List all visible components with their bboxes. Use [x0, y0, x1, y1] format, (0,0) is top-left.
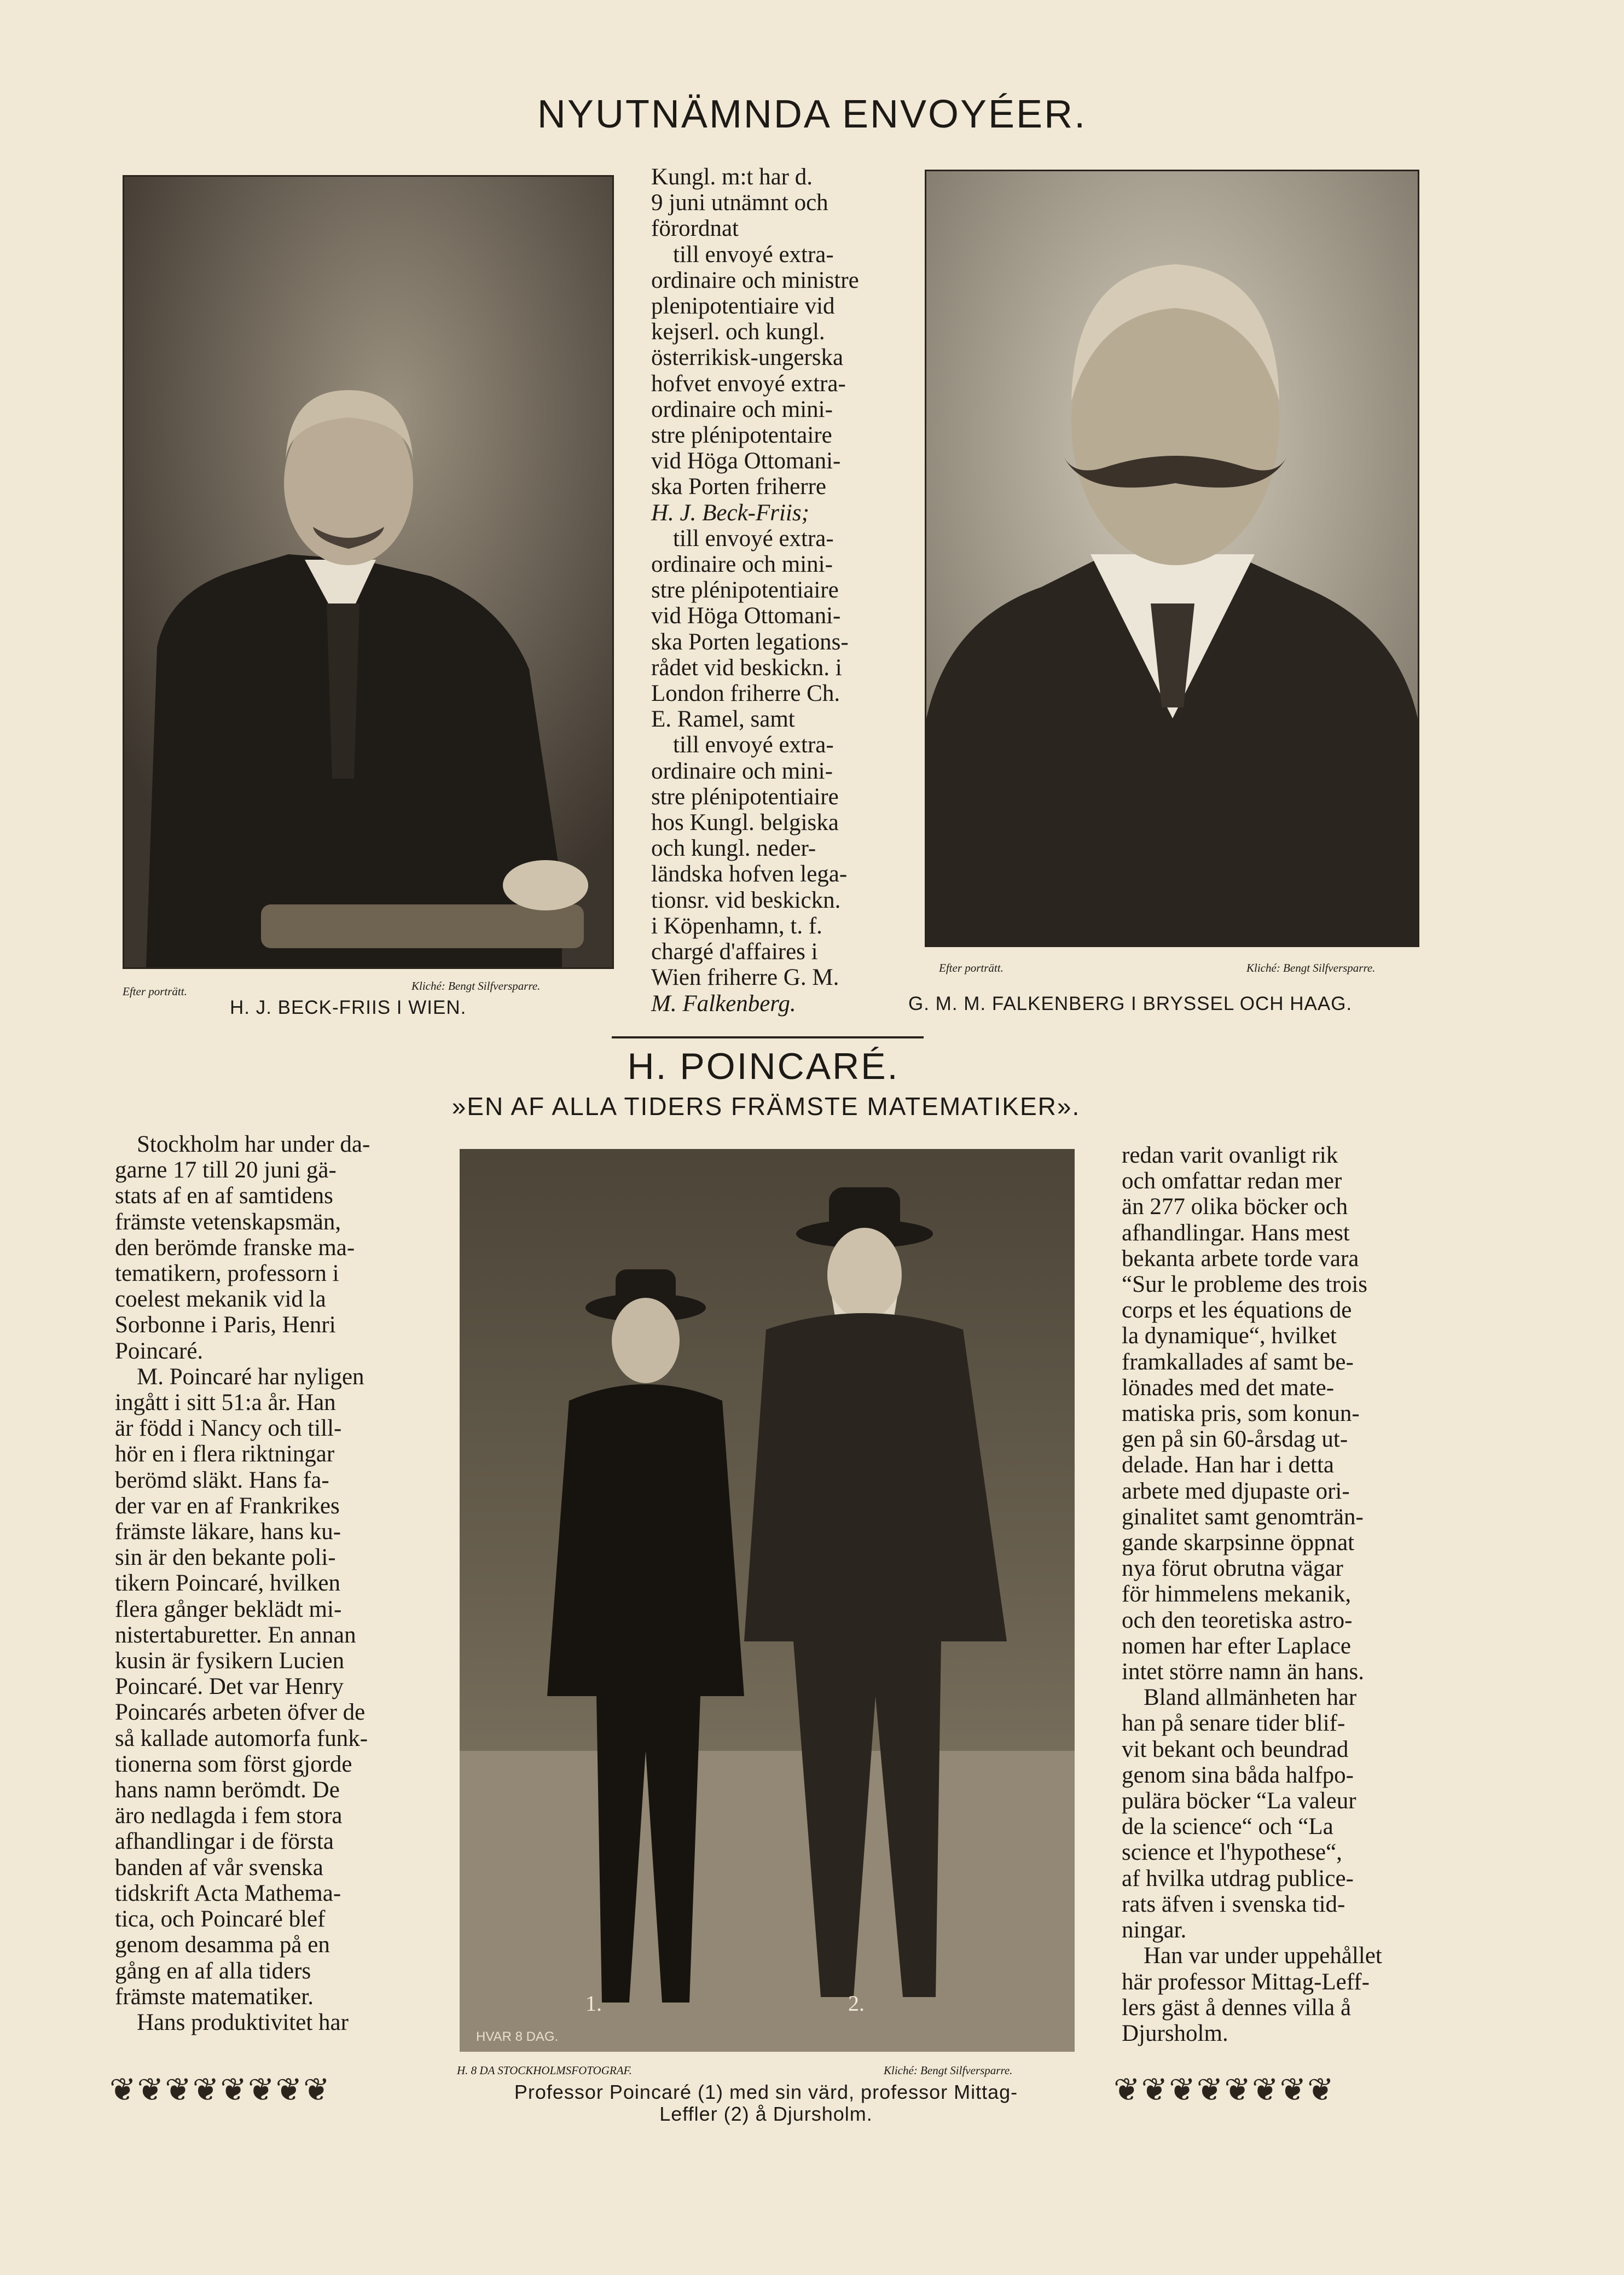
photo-label-2: 2.: [848, 1991, 865, 2016]
text-line: nya förut obrutna vägar: [1122, 1556, 1343, 1582]
envoy-line: plenipotentiaire vid: [651, 293, 835, 320]
poincare-col-left: [115, 1131, 409, 2035]
text-line: tionerna som först gjorde: [115, 1751, 352, 1777]
text-line: nistertaburetter. En annan: [115, 1622, 356, 1648]
text-line: Poincarés arbeten öfver de: [115, 1699, 366, 1726]
envoy-line: till envoyé extra-: [673, 732, 834, 758]
text-line: sin är den bekante poli-: [115, 1545, 336, 1571]
text-line: Poincaré. Det var Henry: [115, 1674, 344, 1700]
photo-credit-right: Efter porträtt.: [939, 961, 1004, 974]
text-line: Han var under uppehållet: [1144, 1943, 1382, 1969]
text-line: kusin är fysikern Lucien: [115, 1648, 345, 1674]
text-line: främste vetenskapsmän,: [115, 1209, 341, 1235]
text-line: matiska pris, som konun-: [1122, 1401, 1360, 1427]
text-line: garne 17 till 20 juni gä-: [115, 1157, 337, 1183]
text-line: framkallades af samt be-: [1122, 1349, 1354, 1375]
envoy-line: London friherre Ch.: [651, 681, 840, 707]
photo-poincare-drawing: [460, 1149, 1075, 2052]
poincare-subtitle: »EN AF ALLA TIDERS FRÄMSTE MATEMATIKER».: [451, 1092, 1081, 1121]
text-line: intet större namn än hans.: [1122, 1659, 1365, 1685]
photo-credit-poincare: H. 8 DA STOCKHOLMSFOTOGRAF.: [457, 2064, 632, 2077]
text-line: flera gånger beklädt mi-: [115, 1596, 342, 1622]
text-line: gande skarpsinne öppnat: [1122, 1530, 1355, 1556]
envoy-line: ordinaire och mini-: [651, 552, 833, 578]
envoy-line: M. Falkenberg.: [651, 990, 796, 1017]
section-divider: [612, 1036, 924, 1038]
text-line: lönades med det mate-: [1122, 1374, 1335, 1401]
text-line: och omfattar redan mer: [1122, 1168, 1342, 1194]
text-line: för himmelens mekanik,: [1122, 1581, 1352, 1607]
page-title: NYUTNÄMNDA ENVOYÉER.: [537, 92, 1087, 136]
text-line: science et l'hypothese“,: [1122, 1839, 1342, 1866]
text-line: hans namn berömdt. De: [115, 1777, 340, 1803]
photo-credit-left: Efter porträtt.: [123, 985, 187, 998]
photo-poincare-mittag-leffler: [460, 1149, 1075, 2052]
text-line: banden af vår svenska: [115, 1854, 323, 1881]
text-line: de la science“ och “La: [1122, 1814, 1333, 1840]
envoy-line: rådet vid beskickn. i: [651, 654, 842, 681]
text-line: ingått i sitt 51:a år. Han: [115, 1390, 336, 1416]
text-line: la dynamique“, hvilket: [1122, 1323, 1337, 1349]
text-line: den berömde franske ma-: [115, 1234, 355, 1261]
poincare-col-right: [1122, 1142, 1417, 2046]
text-line: nomen har efter Laplace: [1122, 1633, 1351, 1659]
envoy-line: stre plénipotentaire: [651, 422, 832, 449]
envoy-line: chargé d'affaires i: [651, 939, 818, 965]
envoy-line: vid Höga Ottomani-: [651, 448, 841, 474]
text-line: afhandlingar. Hans mest: [1122, 1220, 1350, 1246]
text-line: bekanta arbete torde vara: [1122, 1245, 1359, 1272]
text-line: Djursholm.: [1122, 2020, 1228, 2046]
text-line: coelest mekanik vid la: [115, 1286, 326, 1313]
text-line: genom desamma på en: [115, 1932, 330, 1958]
text-line: delade. Han har i detta: [1122, 1452, 1335, 1478]
envoy-line: till envoyé extra-: [673, 241, 834, 268]
portrait-beck-friis-drawing: [124, 177, 612, 967]
ornament-left: ❦❦❦❦❦❦❦❦: [109, 2072, 331, 2108]
text-line: han på senare tider blif-: [1122, 1710, 1345, 1737]
envoy-article: [651, 164, 897, 1017]
text-line: tica, och Poincaré blef: [115, 1906, 326, 1932]
envoy-line: Kungl. m:t har d.: [651, 164, 813, 190]
text-line: ningar.: [1122, 1917, 1187, 1943]
envoy-line: tionsr. vid beskickn.: [651, 887, 841, 913]
envoy-line: förordnat: [651, 216, 739, 242]
envoy-line: E. Ramel, samt: [651, 706, 795, 733]
envoy-line: H. J. Beck-Friis;: [651, 500, 809, 526]
text-line: redan varit ovanligt rik: [1122, 1142, 1338, 1168]
cliche-credit-left: Kliché: Bengt Silfversparre.: [411, 979, 541, 993]
text-line: der var en af Frankrikes: [115, 1493, 340, 1519]
photo-watermark: HVAR 8 DAG.: [476, 2029, 559, 2044]
envoy-line: ska Porten legations-: [651, 629, 849, 655]
portrait-beck-friis: [123, 175, 614, 969]
text-line: så kallade automorfa funk-: [115, 1725, 368, 1751]
text-line: afhandlingar i de första: [115, 1829, 334, 1855]
text-line: rats äfven i svenska tid-: [1122, 1891, 1345, 1917]
ornament-right: ❦❦❦❦❦❦❦❦: [1113, 2072, 1335, 2108]
envoy-line: österrikisk-ungerska: [651, 345, 844, 371]
text-line: M. Poincaré har nyligen: [137, 1363, 364, 1390]
text-line: genom sina båda halfpo-: [1122, 1762, 1354, 1788]
text-line: pulära böcker “La valeur: [1122, 1788, 1356, 1814]
envoy-line: hos Kungl. belgiska: [651, 810, 839, 836]
text-line: Poincaré.: [115, 1338, 204, 1364]
text-line: af hvilka utdrag publice-: [1122, 1865, 1354, 1891]
text-line: stats af en af samtidens: [115, 1183, 333, 1209]
caption-beck-friis: H. J. BECK-FRIIS I WIEN.: [230, 997, 467, 1018]
text-line: gen på sin 60-årsdag ut-: [1122, 1426, 1348, 1453]
text-line: än 277 olika böcker och: [1122, 1194, 1348, 1220]
envoy-line: Wien friherre G. M.: [651, 965, 839, 991]
text-line: berömd släkt. Hans fa-: [115, 1467, 329, 1493]
portrait-falkenberg-drawing: [926, 171, 1418, 945]
envoy-line: hofvet envoyé extra-: [651, 370, 846, 397]
envoy-line: i Köpenhamn, t. f.: [651, 913, 822, 939]
envoy-line: 9 juni utnämnt och: [651, 190, 828, 216]
envoy-line: till envoyé extra-: [673, 525, 834, 552]
portrait-falkenberg: [925, 170, 1419, 947]
text-line: arbete med djupaste ori-: [1122, 1478, 1350, 1504]
text-line: ginalitet samt genomträn-: [1122, 1504, 1364, 1530]
envoy-line: kejserl. och kungl.: [651, 319, 825, 345]
envoy-line: ordinaire och ministre: [651, 267, 859, 293]
envoy-line: ländska hofven lega-: [651, 861, 848, 887]
envoy-line: stre plénipotentiaire: [651, 784, 839, 810]
text-line: är född i Nancy och till-: [115, 1415, 342, 1442]
text-line: corps et les équations de: [1122, 1297, 1352, 1324]
envoy-line: och kungl. neder-: [651, 835, 816, 862]
cliche-credit-right: Kliché: Bengt Silfversparre.: [1246, 961, 1376, 974]
text-line: hör en i flera riktningar: [115, 1441, 335, 1467]
caption-poincare-line1: Professor Poincaré (1) med sin värd, professor Mittag-: [514, 2081, 1018, 2103]
poincare-title: H. POINCARÉ.: [627, 1046, 900, 1087]
photo-label-1: 1.: [585, 1991, 602, 2016]
text-line: lers gäst å dennes villa å: [1122, 1994, 1352, 2021]
text-line: främste läkare, hans ku-: [115, 1519, 341, 1545]
envoy-line: vid Höga Ottomani-: [651, 603, 841, 629]
envoy-line: ordinaire och mini-: [651, 396, 833, 422]
text-line: vit bekant och beundrad: [1122, 1736, 1349, 1762]
caption-falkenberg: G. M. M. FALKENBERG I BRYSSEL OCH HAAG.: [908, 993, 1353, 1014]
text-line: här professor Mittag-Leff-: [1122, 1969, 1370, 1995]
envoy-line: stre plénipotentiaire: [651, 577, 839, 603]
text-line: tikern Poincaré, hvilken: [115, 1570, 340, 1597]
text-line: Stockholm har under da-: [137, 1131, 370, 1157]
text-line: och den teoretiska astro-: [1122, 1607, 1353, 1633]
text-line: tidskrift Acta Mathema-: [115, 1880, 341, 1906]
caption-poincare-line2: Leffler (2) å Djursholm.: [659, 2103, 873, 2125]
text-line: Bland allmänheten har: [1144, 1685, 1357, 1711]
text-line: äro nedlagda i fem stora: [115, 1803, 343, 1829]
text-line: tematikern, professorn i: [115, 1261, 339, 1287]
text-line: främste matematiker.: [115, 1983, 314, 2010]
text-line: “Sur le probleme des trois: [1122, 1272, 1368, 1298]
text-line: gång en af alla tiders: [115, 1958, 311, 1984]
envoy-line: ska Porten friherre: [651, 474, 826, 500]
text-line: Sorbonne i Paris, Henri: [115, 1312, 336, 1338]
text-line: Hans produktivitet har: [137, 2009, 349, 2035]
envoy-line: ordinaire och mini-: [651, 758, 833, 784]
cliche-credit-poincare: Kliché: Bengt Silfversparre.: [884, 2064, 1013, 2077]
